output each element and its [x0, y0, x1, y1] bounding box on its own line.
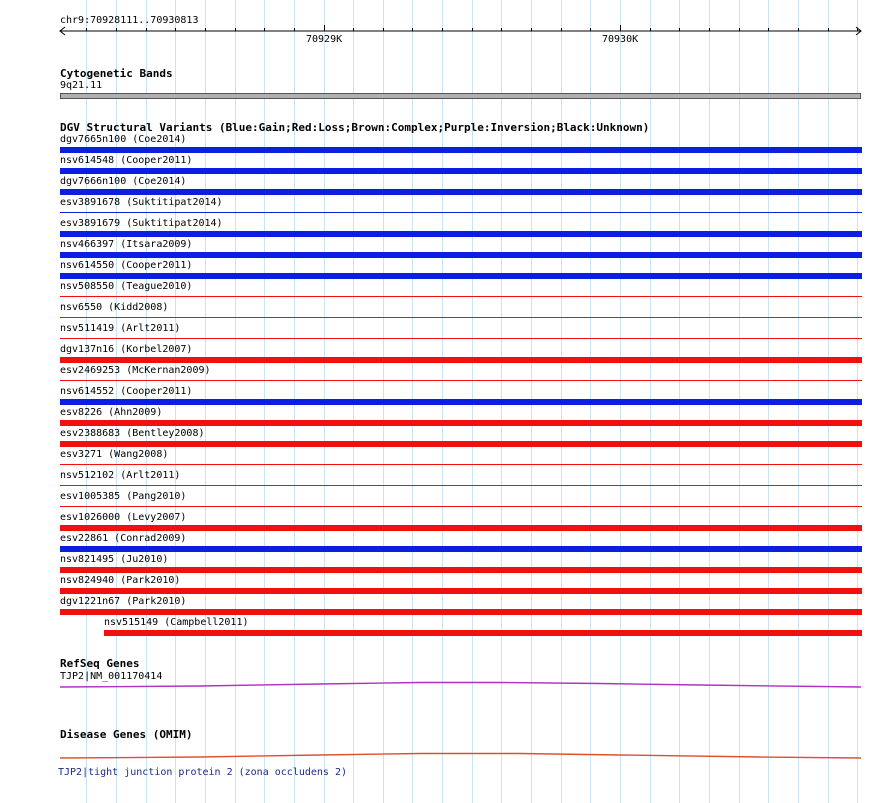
dgv-feature-label[interactable]: dgv7665n100 (Coe2014): [60, 134, 187, 145]
dgv-feature-bar[interactable]: [60, 189, 862, 195]
dgv-feature-label[interactable]: nsv821495 (Ju2010): [60, 554, 169, 565]
dgv-feature-bar[interactable]: [104, 630, 862, 636]
dgv-feature-label[interactable]: nsv614550 (Cooper2011): [60, 260, 193, 271]
dgv-feature-label[interactable]: esv1026000 (Levy2007): [60, 512, 187, 523]
dgv-feature-label[interactable]: nsv515149 (Campbell2011): [104, 617, 249, 628]
dgv-feature-label[interactable]: nsv824940 (Park2010): [60, 575, 181, 586]
dgv-feature-bar[interactable]: [60, 567, 862, 573]
dgv-feature-bar[interactable]: [60, 588, 862, 594]
dgv-feature-bar[interactable]: [60, 380, 862, 381]
dgv-feature-bar[interactable]: [60, 441, 862, 447]
dgv-feature-label[interactable]: nsv511419 (Arlt2011): [60, 323, 181, 334]
dgv-feature-bar[interactable]: [60, 212, 862, 213]
dgv-feature-bar[interactable]: [60, 231, 862, 237]
dgv-feature-label[interactable]: dgv7666n100 (Coe2014): [60, 176, 187, 187]
dgv-feature-bar[interactable]: [60, 399, 862, 405]
dgv-feature-bar[interactable]: [60, 147, 862, 153]
dgv-feature-bar[interactable]: [60, 252, 862, 258]
dgv-feature-label[interactable]: esv1005385 (Pang2010): [60, 491, 187, 502]
dgv-feature-label[interactable]: nsv614548 (Cooper2011): [60, 155, 193, 166]
refseq-track-title[interactable]: RefSeq Genes: [60, 657, 140, 670]
dgv-feature-label[interactable]: nsv512102 (Arlt2011): [60, 470, 181, 481]
dgv-feature-label[interactable]: esv22861 (Conrad2009): [60, 533, 187, 544]
omim-gene-model[interactable]: [0, 747, 890, 767]
dgv-feature-label[interactable]: dgv137n16 (Korbel2007): [60, 344, 193, 355]
dgv-feature-label[interactable]: esv3891678 (Suktitipat2014): [60, 197, 223, 208]
dgv-feature-bar[interactable]: [60, 609, 862, 615]
ruler-tick-label: 70929K: [306, 34, 343, 45]
dgv-feature-bar[interactable]: [60, 464, 862, 465]
dgv-feature-label[interactable]: nsv6550 (Kidd2008): [60, 302, 169, 313]
dgv-feature-label[interactable]: nsv508550 (Teague2010): [60, 281, 193, 292]
omim-gene-label[interactable]: TJP2|tight junction protein 2 (zona occludens 2): [58, 767, 347, 778]
dgv-feature-label[interactable]: esv3891679 (Suktitipat2014): [60, 218, 223, 229]
dgv-feature-bar[interactable]: [60, 296, 862, 297]
dgv-feature-bar[interactable]: [60, 338, 862, 339]
dgv-feature-bar[interactable]: [60, 357, 862, 363]
cytoband-track-title[interactable]: Cytogenetic Bands: [60, 67, 173, 80]
ruler-tick-label: 70930K: [602, 34, 639, 45]
dgv-feature-label[interactable]: esv8226 (Ahn2009): [60, 407, 163, 418]
dgv-feature-label[interactable]: esv2388683 (Bentley2008): [60, 428, 205, 439]
dgv-feature-bar[interactable]: [60, 506, 862, 507]
dgv-feature-label[interactable]: esv3271 (Wang2008): [60, 449, 169, 460]
dgv-track-title[interactable]: DGV Structural Variants (Blue:Gain;Red:Loss;Brown:Complex;Purple:Inversion;Black:Unknown): [60, 121, 650, 134]
cytoband-label: 9q21.11: [60, 80, 103, 91]
refseq-gene-model[interactable]: [0, 677, 890, 697]
dgv-feature-label[interactable]: dgv1221n67 (Park2010): [60, 596, 187, 607]
omim-track-title[interactable]: Disease Genes (OMIM): [60, 728, 193, 741]
dgv-feature-bar[interactable]: [60, 546, 862, 552]
dgv-feature-bar[interactable]: [60, 420, 862, 426]
dgv-feature-bar[interactable]: [60, 525, 862, 531]
dgv-feature-label[interactable]: nsv614552 (Cooper2011): [60, 386, 193, 397]
region-label: chr9:70928111..70930813: [60, 15, 199, 26]
dgv-feature-label[interactable]: nsv466397 (Itsara2009): [60, 239, 193, 250]
ruler-axis: [0, 0, 890, 50]
dgv-feature-bar[interactable]: [60, 273, 862, 279]
dgv-feature-label[interactable]: esv2469253 (McKernan2009): [60, 365, 211, 376]
refseq-gene-label[interactable]: TJP2|NM_001170414: [60, 671, 163, 682]
dgv-feature-bar[interactable]: [60, 168, 862, 174]
dgv-feature-bar[interactable]: [60, 317, 862, 318]
cytoband-bar[interactable]: [60, 93, 861, 99]
dgv-feature-bar[interactable]: [60, 485, 862, 486]
